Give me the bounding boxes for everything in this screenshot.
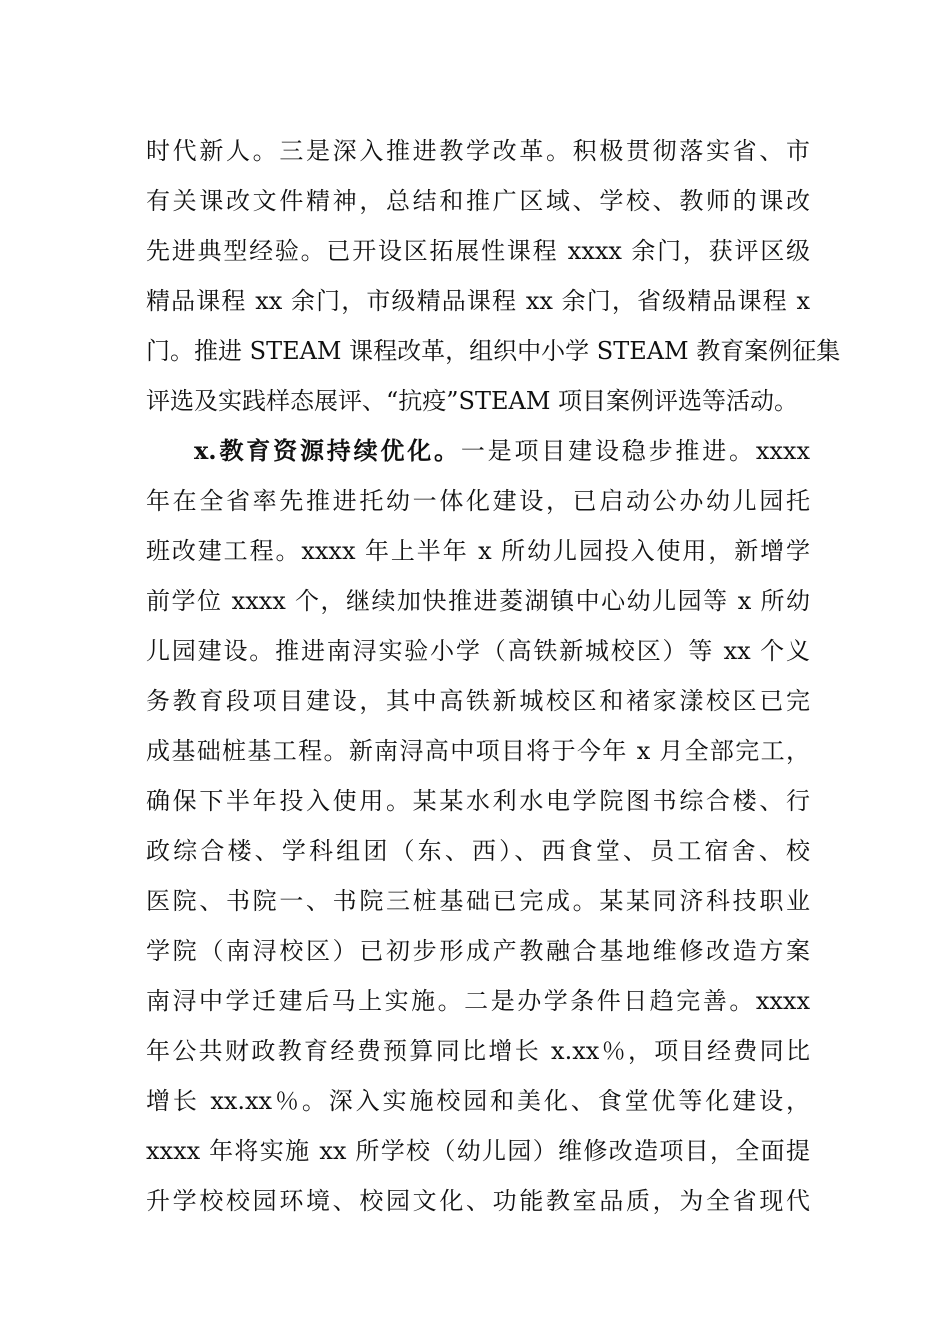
text-line: 儿园建设。推进南浔实验小学（高铁新城校区）等 xx 个义 (146, 637, 810, 665)
text-line: 医院、书院一、书院三桩基础已完成。某某同济科技职业 (146, 887, 810, 915)
text-line: 升学校校园环境、校园文化、功能教室品质，为全省现代 (146, 1187, 810, 1215)
text-line: 南浔中学迁建后马上实施。二是办学条件日趋完善。xxxx (146, 987, 810, 1015)
text-line: 务教育段项目建设，其中高铁新城校区和褚家漾校区已完 (146, 687, 810, 715)
text-line: 有关课改文件精神，总结和推广区域、学校、教师的课改 (146, 187, 810, 215)
document-body (146, 126, 841, 1226)
text-line: 学院（南浔校区）已初步形成产教融合基地维修改造方案 (146, 937, 810, 965)
text-line: 门。推进 STEAM 课程改革，组织中小学 STEAM 教育案例征集 (146, 337, 841, 365)
text-line: 评选及实践样态展评、“抗疫”STEAM 项目案例评选等活动。 (146, 387, 799, 415)
text-line: 年公共财政教育经费预算同比增长 x.xx％，项目经费同比 (146, 1037, 810, 1065)
text-line: 精品课程 xx 余门，市级精品课程 xx 余门，省级精品课程 x (146, 287, 810, 315)
text-line: 先进典型经验。已开设区拓展性课程 xxxx 余门，获评区级 (146, 237, 810, 265)
text-line: 成基础桩基工程。新南浔高中项目将于今年 x 月全部完工， (146, 737, 810, 765)
section-first-line-text: 一是项目建设稳步推进。xxxx (460, 437, 811, 465)
text-line: 确保下半年投入使用。某某水利水电学院图书综合楼、行 (146, 787, 810, 815)
text-line: 时代新人。三是深入推进教学改革。积极贯彻落实省、市 (146, 137, 810, 165)
text-line: 年在全省率先推进托幼一体化建设，已启动公办幼儿园托 (146, 487, 810, 515)
section-heading: x.教育资源持续优化。 (194, 436, 461, 465)
text-line: 增长 xx.xx％。深入实施校园和美化、食堂优等化建设， (146, 1087, 810, 1115)
section-first-line (146, 426, 810, 476)
text-line: 前学位 xxxx 个，继续加快推进菱湖镇中心幼儿园等 x 所幼 (146, 587, 810, 615)
text-line: xxxx 年将实施 xx 所学校（幼儿园）维修改造项目，全面提 (146, 1137, 810, 1165)
text-line: 政综合楼、学科组团（东、西）、西食堂、员工宿舍、校 (146, 837, 810, 865)
text-line: 班改建工程。xxxx 年上半年 x 所幼儿园投入使用，新增学 (146, 537, 810, 565)
